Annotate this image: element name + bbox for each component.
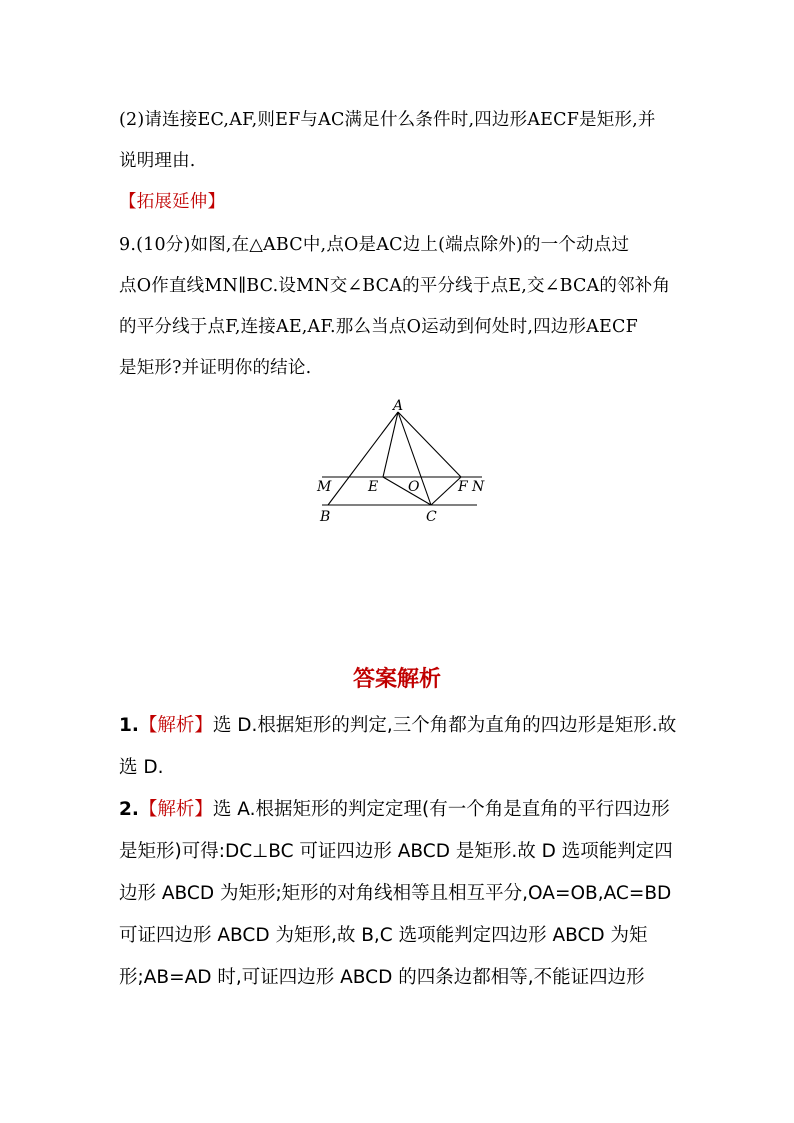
segment-fc (431, 477, 461, 505)
q9-line-1: 9.(10分)如图,在△ABC中,点O是AC边上(端点除外)的一个动点过 (119, 235, 630, 255)
answer-1-text-1: 选 D.根据矩形的判定,三个角都为直角的四边形是矩形.故 (212, 715, 677, 736)
answer-1-line-2: 选 D. (119, 757, 164, 778)
label-a: A (393, 398, 404, 414)
label-f: F (458, 479, 468, 495)
answer-2-text-1: 选 A.根据矩形的判定定理(有一个角是直角的平行四边形 (212, 799, 670, 820)
q9-line-3: 的平分线于点F,连接AE,AF.那么当点O运动到何处时,四边形AECF (119, 317, 638, 337)
section-label: 【拓展延伸】 (119, 192, 226, 212)
label-o: O (408, 479, 420, 495)
q9-line-2: 点O作直线MN∥BC.设MN交∠BCA的平分线于点E,交∠BCA的邻补角 (119, 276, 671, 296)
label-m: M (317, 479, 332, 495)
answer-2-line-5: 形;AB=AD 时,可证四边形 ABCD 的四条边都相等,不能证四边形 (119, 967, 645, 988)
answer-2-line-4: 可证四边形 ABCD 为矩形,故 B,C 选项能判定四边形 ABCD 为矩 (119, 925, 648, 946)
label-n: N (472, 479, 485, 495)
geometry-figure (300, 392, 500, 532)
q9-line-4: 是矩形?并证明你的结论. (119, 358, 312, 378)
answer-1-num: 1. (119, 715, 139, 736)
answer-2-line-1 (119, 795, 670, 821)
segment-af (398, 412, 461, 477)
answer-2-line-3: 边形 ABCD 为矩形;矩形的对角线相等且相互平分,OA=OB,AC=BD (119, 883, 672, 904)
answer-1-line-1 (119, 711, 676, 737)
answer-1-tag: 【解析】 (138, 715, 213, 736)
problem-line-1: (2)请连接EC,AF,则EF与AC满足什么条件时,四边形AECF是矩形,并 (119, 110, 656, 130)
label-b: B (320, 509, 331, 525)
label-c: C (426, 509, 437, 525)
answers-title: 答案解析 (352, 667, 441, 692)
label-e: E (368, 479, 379, 495)
problem-line-2: 说明理由. (119, 151, 196, 171)
answer-2-tag: 【解析】 (138, 799, 213, 820)
answer-2-line-2: 是矩形)可得:DC⊥BC 可证四边形 ABCD 是矩形.故 D 选项能判定四 (119, 841, 673, 862)
answer-2-num: 2. (119, 799, 139, 820)
segment-ec (383, 477, 431, 505)
